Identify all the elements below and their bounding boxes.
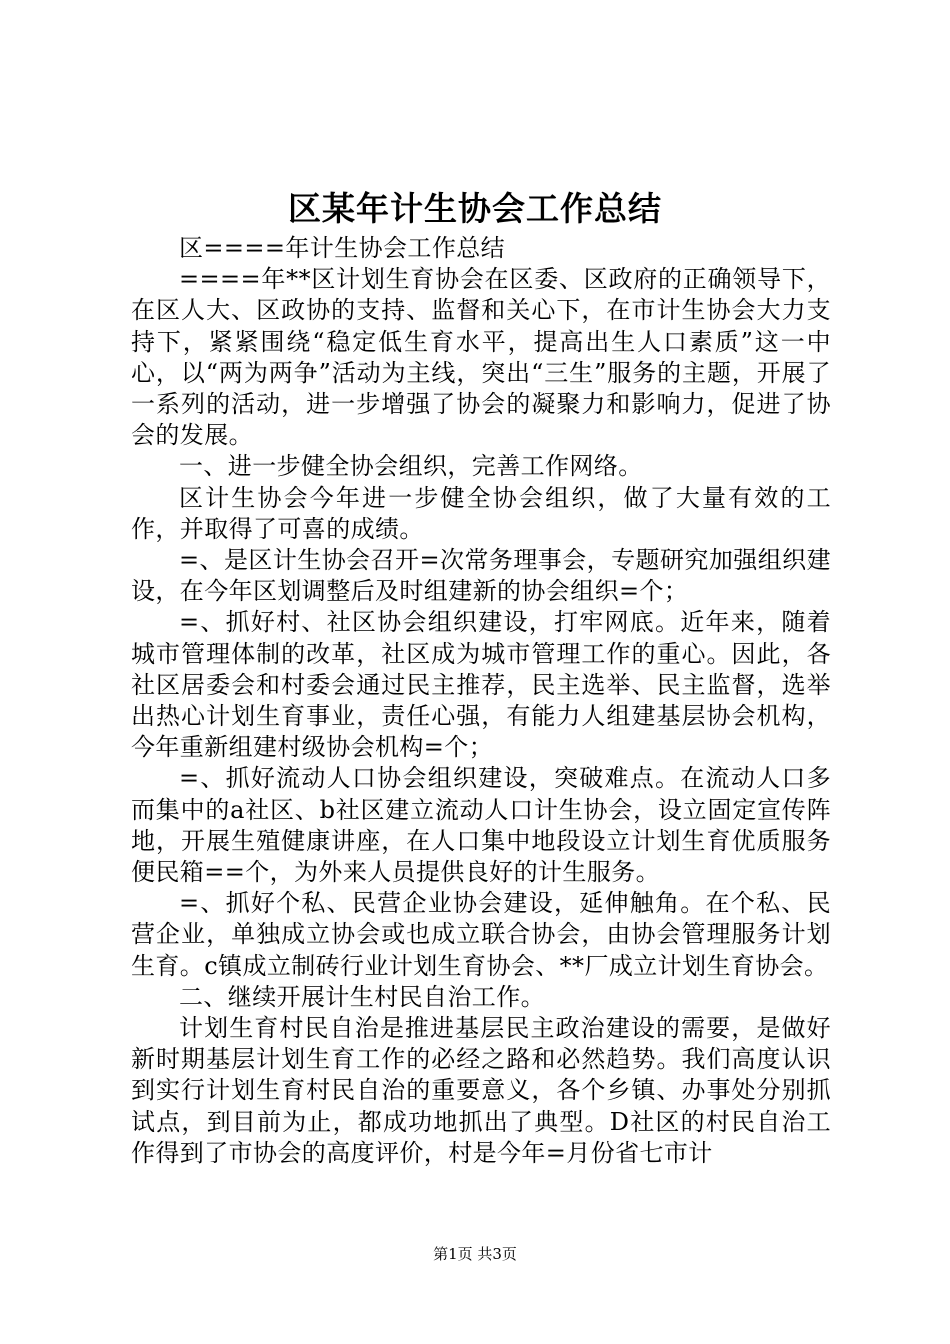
document-body (131, 233, 831, 1169)
paragraph: =、抓好个私、民营企业协会建设，延伸触角。在个私、民营企业，单独成立协会或也成立联合协会，由协会管理服务计划生育。c镇成立制砖行业计划生育协会、**厂成立计划生育协会。 (131, 889, 831, 980)
section-heading-2: 二、继续开展计生村民自治工作。 (179, 982, 545, 1011)
paragraph: =、是区计生协会召开=次常务理事会，专题研究加强组织建设，在今年区划调整后及时组建新的协会组织=个； (131, 546, 831, 606)
paragraph-intro: ====年**区计划生育协会在区委、区政府的正确领导下，在区人大、区政协的支持、监督和关心下，在市计生协会大力支持下，紧紧围绕“稳定低生育水平，提高出生人口素质”这一中心，以“两为两争”活动为主线，突出“三生”服务的主题，开展了一系列的活动，进一步增强了协会的凝聚力和影响力，促进了协会的发展。 (131, 265, 831, 450)
document-title: 区某年计生协会工作总结 (288, 189, 662, 228)
paragraph: 区计生协会今年进一步健全协会组织，做了大量有效的工作，并取得了可喜的成绩。 (131, 483, 831, 543)
paragraph: =、抓好村、社区协会组织建设，打牢网底。近年来，随着城市管理体制的改革，社区成为城市管理工作的重心。因此，各社区居委会和村委会通过民主推荐，民主选举、民主监督，选举出热心计划生育事业，责任心强，有能力人组建基层协会机构，今年重新组建村级协会机构=个； (131, 608, 831, 762)
section-heading-1: 一、进一步健全协会组织，完善工作网络。 (179, 452, 643, 481)
paragraph: =、抓好流动人口协会组织建设，突破难点。在流动人口多而集中的a社区、b社区建立流动人口计生协会，设立固定宣传阵地，开展生殖健康讲座，在人口集中地段设立计划生育优质服务便民箱==个，为外来人员提供良好的计生服务。 (131, 764, 831, 887)
paragraph-subtitle: 区====年计生协会工作总结 (179, 234, 506, 262)
page-footer: 第1页 共3页 (433, 1245, 517, 1263)
paragraph: 计划生育村民自治是推进基层民主政治建设的需要，是做好新时期基层计划生育工作的必经之路和必然趋势。我们高度认识到实行计划生育村民自治的重要意义，各个乡镇、办事处分别抓试点，到目前为止，都成功地抓出了典型。D社区的村民自治工作得到了市协会的高度评价，村是今年=月份省七市计 (131, 1014, 831, 1167)
